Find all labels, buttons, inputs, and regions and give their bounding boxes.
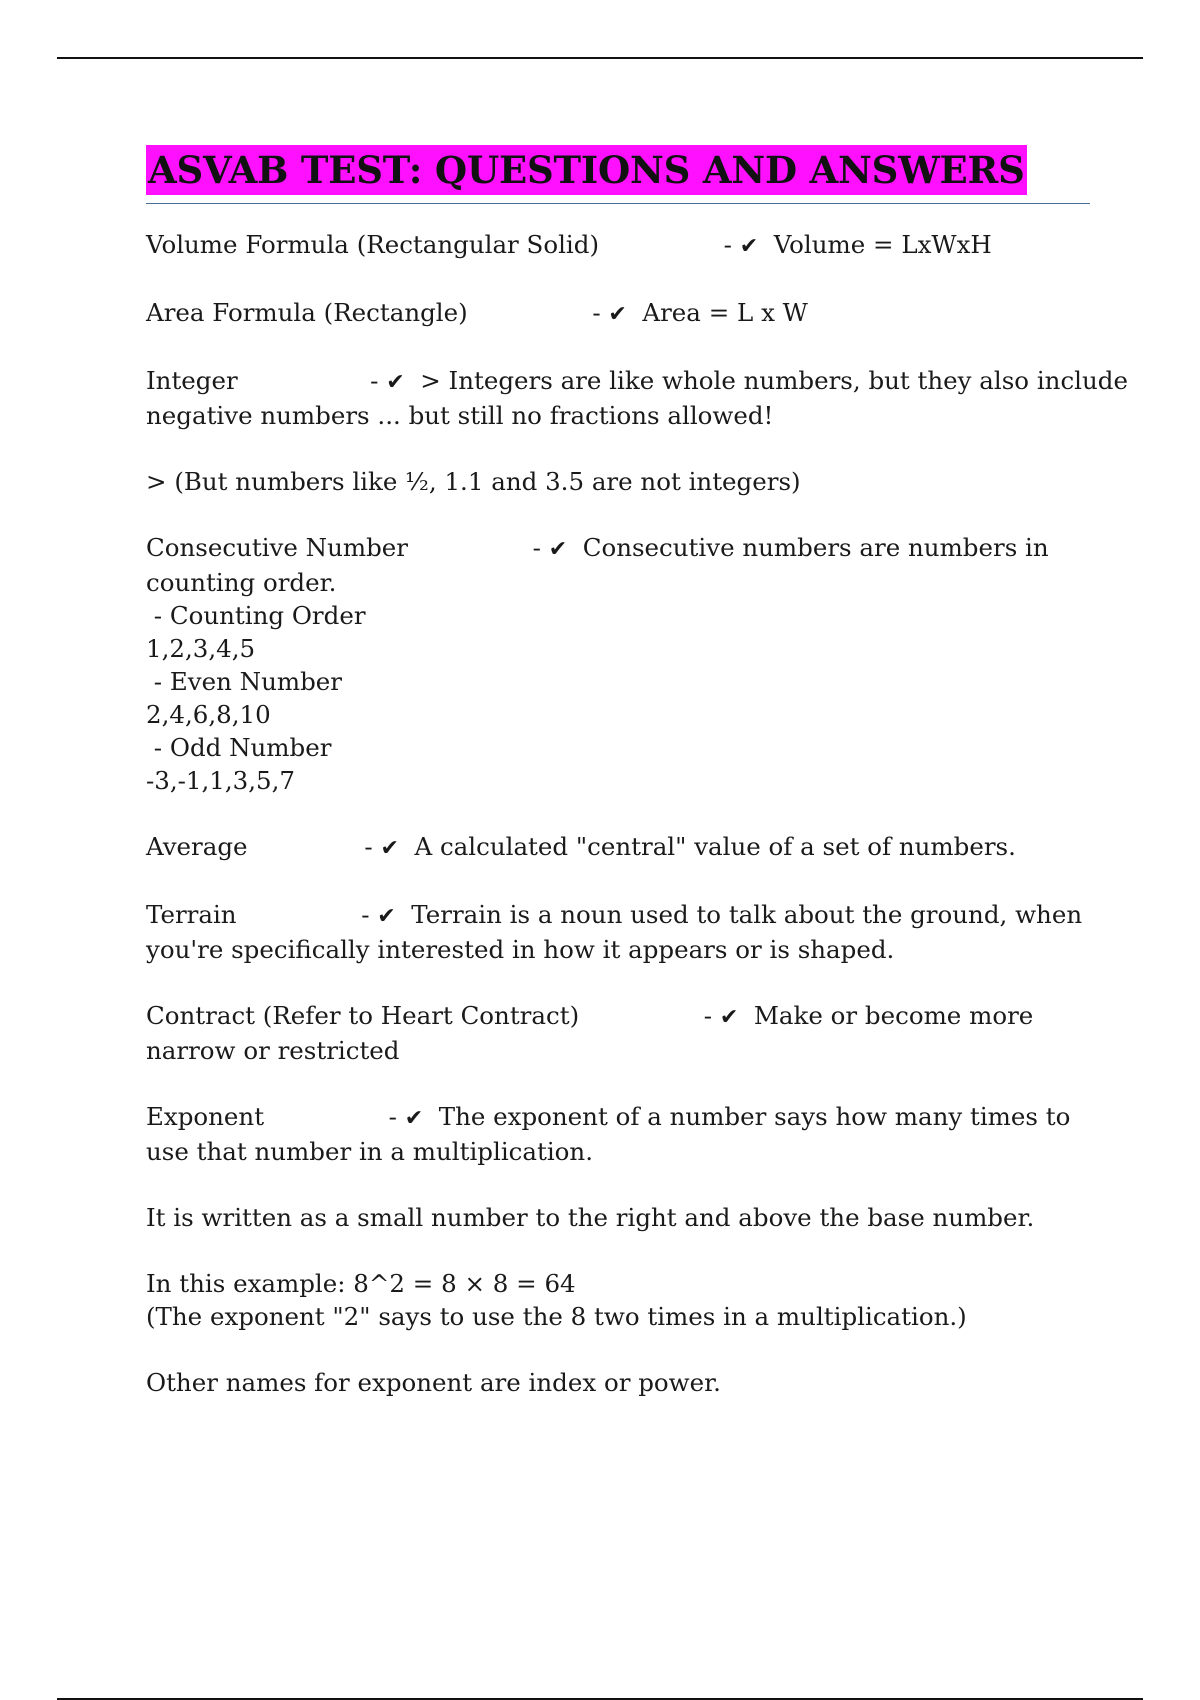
qa-term: Terrain [146, 900, 237, 929]
top-rule [57, 57, 1143, 59]
qa-answer: Consecutive numbers are numbers in [582, 533, 1049, 562]
check-icon: ✔ [719, 1005, 739, 1030]
qa-separator: - [592, 298, 609, 327]
document-title: ASVAB TEST: QUESTIONS AND ANSWERS [146, 145, 1027, 195]
qa-gap [579, 1001, 704, 1030]
qa-separator: - [364, 832, 381, 861]
qa-first-line [146, 1100, 1090, 1135]
qa-gap [599, 230, 724, 259]
qa-term: Exponent [146, 1102, 265, 1131]
qa-term: Contract (Refer to Heart Contract) [146, 1001, 580, 1030]
check-icon: ✔ [608, 302, 627, 327]
qa-first-line [146, 830, 1090, 865]
qa-term: Consecutive Number [146, 533, 408, 562]
qa-list-2 [146, 830, 1090, 1168]
qa-answer: The exponent of a number says how many times to [438, 1102, 1071, 1131]
qa-item [146, 364, 1128, 432]
qa-item [146, 898, 1090, 966]
qa-answer-continued: you're specifically interested in how it appears or is shaped. [146, 935, 895, 964]
qa-term: Average [146, 832, 248, 861]
integer-note-text: > (But numbers like ½, 1.1 and 3.5 are not integers) [146, 467, 801, 496]
qa-gap [237, 900, 362, 929]
qa-first-line [146, 228, 1090, 263]
qa-separator: - [703, 1001, 720, 1030]
qa-item [146, 296, 1090, 331]
qa-term: Area Formula (Rectangle) [146, 298, 468, 327]
note-line: In this example: 8^2 = 8 × 8 = 64 [146, 1269, 576, 1298]
qa-answer-continued: 1,2,3,4,5 [146, 634, 256, 663]
note-line: Other names for exponent are index or power. [146, 1368, 721, 1397]
qa-item [146, 830, 1090, 865]
qa-answer-continued: - Odd Number [146, 733, 332, 762]
qa-answer-continued: -3,-1,1,3,5,7 [146, 766, 296, 795]
note-paragraph [146, 1366, 1090, 1399]
qa-content [146, 228, 1128, 1399]
note-paragraph [146, 1267, 1090, 1333]
qa-answer: Make or become more [753, 1001, 1034, 1030]
qa-gap [264, 1102, 389, 1131]
qa-first-line [146, 531, 1090, 566]
check-icon: ✔ [377, 904, 396, 929]
qa-term: Integer [146, 366, 238, 395]
qa-answer-continued: use that number in a multiplication. [146, 1137, 593, 1166]
qa-consecutive [146, 531, 1090, 797]
integer-note [146, 465, 1090, 498]
qa-item [146, 999, 1090, 1067]
qa-answer: > Integers are like whole numbers, but they also include [420, 366, 1128, 395]
qa-item [146, 1100, 1090, 1168]
qa-separator: - [388, 1102, 405, 1131]
note-paragraph [146, 1201, 1090, 1234]
qa-answer: Terrain is a noun used to talk about the ground, when [411, 900, 1083, 929]
qa-first-line [146, 364, 1128, 399]
document-page [146, 145, 1128, 1432]
qa-first-line [146, 999, 1090, 1034]
qa-separator: - [361, 900, 378, 929]
qa-answer-continued: negative numbers ... but still no fractions allowed! [146, 401, 774, 430]
qa-separator: - [370, 366, 387, 395]
note-line: (The exponent "2" says to use the 8 two times in a multiplication.) [146, 1302, 967, 1331]
qa-list-1 [146, 228, 1128, 432]
qa-answer-continued: 2,4,6,8,10 [146, 700, 271, 729]
check-icon: ✔ [739, 234, 759, 259]
qa-item [146, 228, 1090, 263]
qa-term: Volume Formula (Rectangular Solid) [146, 230, 599, 259]
exponent-notes [146, 1201, 1090, 1399]
qa-gap [238, 366, 370, 395]
qa-separator: - [723, 230, 740, 259]
qa-first-line [146, 898, 1090, 933]
qa-gap [248, 832, 365, 861]
qa-separator: - [532, 533, 549, 562]
qa-gap [468, 298, 593, 327]
qa-answer: A calculated "central" value of a set of numbers. [414, 832, 1016, 861]
check-icon: ✔ [380, 836, 399, 861]
qa-answer-continued: counting order. [146, 568, 337, 597]
qa-answer-continued: - Even Number [146, 667, 342, 696]
qa-answer-continued: - Counting Order [146, 601, 366, 630]
qa-answer: Area = L x W [642, 298, 808, 327]
check-icon: ✔ [404, 1106, 424, 1131]
qa-item [146, 531, 1090, 797]
qa-answer: Volume = LxWxH [773, 230, 992, 259]
qa-answer-continued: narrow or restricted [146, 1036, 400, 1065]
title-block [146, 145, 1090, 204]
qa-gap [408, 533, 533, 562]
qa-first-line [146, 296, 1090, 331]
note-line: It is written as a small number to the right and above the base number. [146, 1203, 1035, 1232]
check-icon: ✔ [386, 370, 405, 395]
check-icon: ✔ [548, 537, 568, 562]
